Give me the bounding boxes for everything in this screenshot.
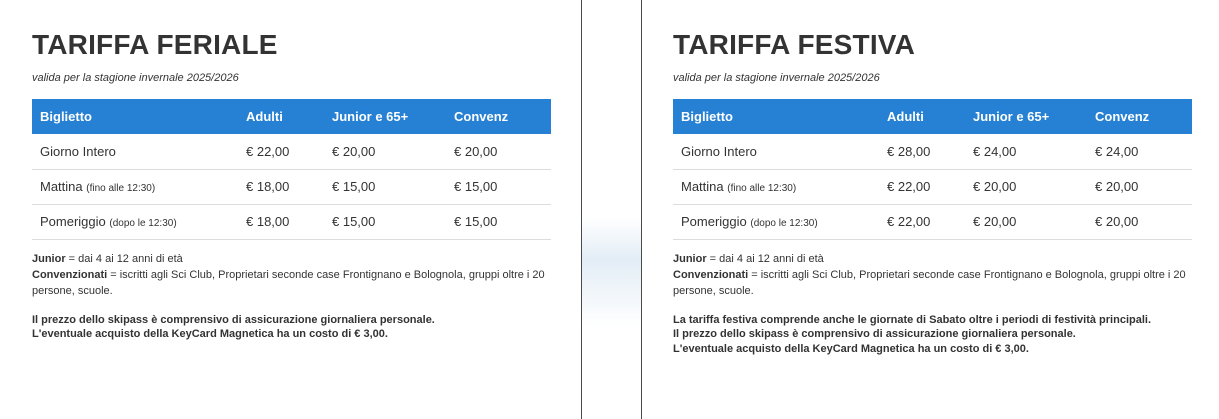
convenz-def: = iscritti agli Sci Club, Proprietari seconde case Frontignano e Bolognola, gruppi oltre i 20 persone, scuole. <box>673 268 1186 297</box>
convenz-definition <box>32 267 552 299</box>
price-table <box>673 99 1192 240</box>
row-note: (fino alle 12:30) <box>86 183 156 194</box>
tariffa-feriale-card <box>0 0 582 419</box>
junior-def: = dai 4 ai 12 anni di età <box>65 252 183 265</box>
price-convenz: € 20,00 <box>446 134 551 169</box>
convenz-term: Convenzionati <box>673 268 749 281</box>
junior-definition <box>32 251 552 267</box>
price-adulti: € 18,00 <box>238 169 324 204</box>
junior-definition <box>673 251 1193 267</box>
background-gap <box>581 0 642 419</box>
row-label <box>673 134 879 169</box>
row-label-text: Mattina <box>681 179 724 194</box>
card-subtitle: valida per la stagione invernale 2025/2026 <box>32 72 239 84</box>
price-convenz: € 15,00 <box>446 204 551 239</box>
note-line: Il prezzo dello skipass è comprensivo di assicurazione giornaliera personale. <box>32 313 435 326</box>
price-adulti: € 22,00 <box>238 134 324 169</box>
row-label <box>673 169 879 204</box>
convenz-def: = iscritti agli Sci Club, Proprietari seconde case Frontignano e Bolognola, gruppi oltre i 20 persone, scuole. <box>32 268 545 297</box>
definitions <box>32 251 552 299</box>
header-adulti: Adulti <box>879 99 965 134</box>
note-line: La tariffa festiva comprende anche le giornate di Sabato oltre i periodi di festività principali. <box>673 313 1152 326</box>
header-biglietto: Biglietto <box>32 99 238 134</box>
row-label-text: Pomeriggio <box>40 214 106 229</box>
table-row <box>673 169 1192 204</box>
table-row <box>32 169 551 204</box>
card-title: TARIFFA FERIALE <box>32 29 278 60</box>
table-row <box>32 204 551 239</box>
row-label <box>32 169 238 204</box>
row-label-text: Giorno Intero <box>681 143 757 159</box>
row-label-text: Pomeriggio <box>681 214 747 229</box>
table-row <box>32 134 551 169</box>
price-convenz: € 15,00 <box>446 169 551 204</box>
price-junior: € 24,00 <box>965 134 1087 169</box>
price-junior: € 20,00 <box>965 169 1087 204</box>
price-junior: € 20,00 <box>324 134 446 169</box>
price-junior: € 20,00 <box>965 204 1087 239</box>
convenz-term: Convenzionati <box>32 268 108 281</box>
price-adulti: € 28,00 <box>879 134 965 169</box>
row-label <box>673 204 879 239</box>
table-header-row <box>32 99 551 134</box>
price-convenz: € 24,00 <box>1087 134 1192 169</box>
header-junior: Junior e 65+ <box>324 99 446 134</box>
junior-term: Junior <box>32 252 66 265</box>
tariffa-festiva-card <box>641 0 1219 419</box>
header-junior: Junior e 65+ <box>965 99 1087 134</box>
row-note: (dopo le 12:30) <box>750 218 818 229</box>
table-row <box>673 204 1192 239</box>
important-notes <box>673 313 1193 357</box>
header-convenz: Convenz <box>446 99 551 134</box>
junior-def: = dai 4 ai 12 anni di età <box>706 252 824 265</box>
header-biglietto: Biglietto <box>673 99 879 134</box>
important-notes <box>32 313 552 342</box>
convenz-definition <box>673 267 1193 299</box>
price-adulti: € 22,00 <box>879 204 965 239</box>
row-note: (dopo le 12:30) <box>109 218 177 229</box>
row-label-text: Giorno Intero <box>40 143 116 159</box>
price-convenz: € 20,00 <box>1087 169 1192 204</box>
card-title: TARIFFA FESTIVA <box>673 29 916 60</box>
table-row <box>673 134 1192 169</box>
row-label <box>32 204 238 239</box>
note-line: L'eventuale acquisto della KeyCard Magnetica ha un costo di € 3,00. <box>673 342 1029 355</box>
price-convenz: € 20,00 <box>1087 204 1192 239</box>
junior-term: Junior <box>673 252 707 265</box>
row-note: (fino alle 12:30) <box>727 183 797 194</box>
definitions <box>673 251 1193 299</box>
card-subtitle: valida per la stagione invernale 2025/2026 <box>673 72 880 84</box>
header-convenz: Convenz <box>1087 99 1192 134</box>
price-adulti: € 22,00 <box>879 169 965 204</box>
price-table <box>32 99 551 240</box>
note-line: L'eventuale acquisto della KeyCard Magnetica ha un costo di € 3,00. <box>32 328 388 340</box>
price-adulti: € 18,00 <box>238 204 324 239</box>
row-label-text: Mattina <box>40 179 83 194</box>
row-label <box>32 134 238 169</box>
note-line: Il prezzo dello skipass è comprensivo di assicurazione giornaliera personale. <box>673 328 1076 340</box>
price-junior: € 15,00 <box>324 169 446 204</box>
table-header-row <box>673 99 1192 134</box>
header-adulti: Adulti <box>238 99 324 134</box>
price-junior: € 15,00 <box>324 204 446 239</box>
